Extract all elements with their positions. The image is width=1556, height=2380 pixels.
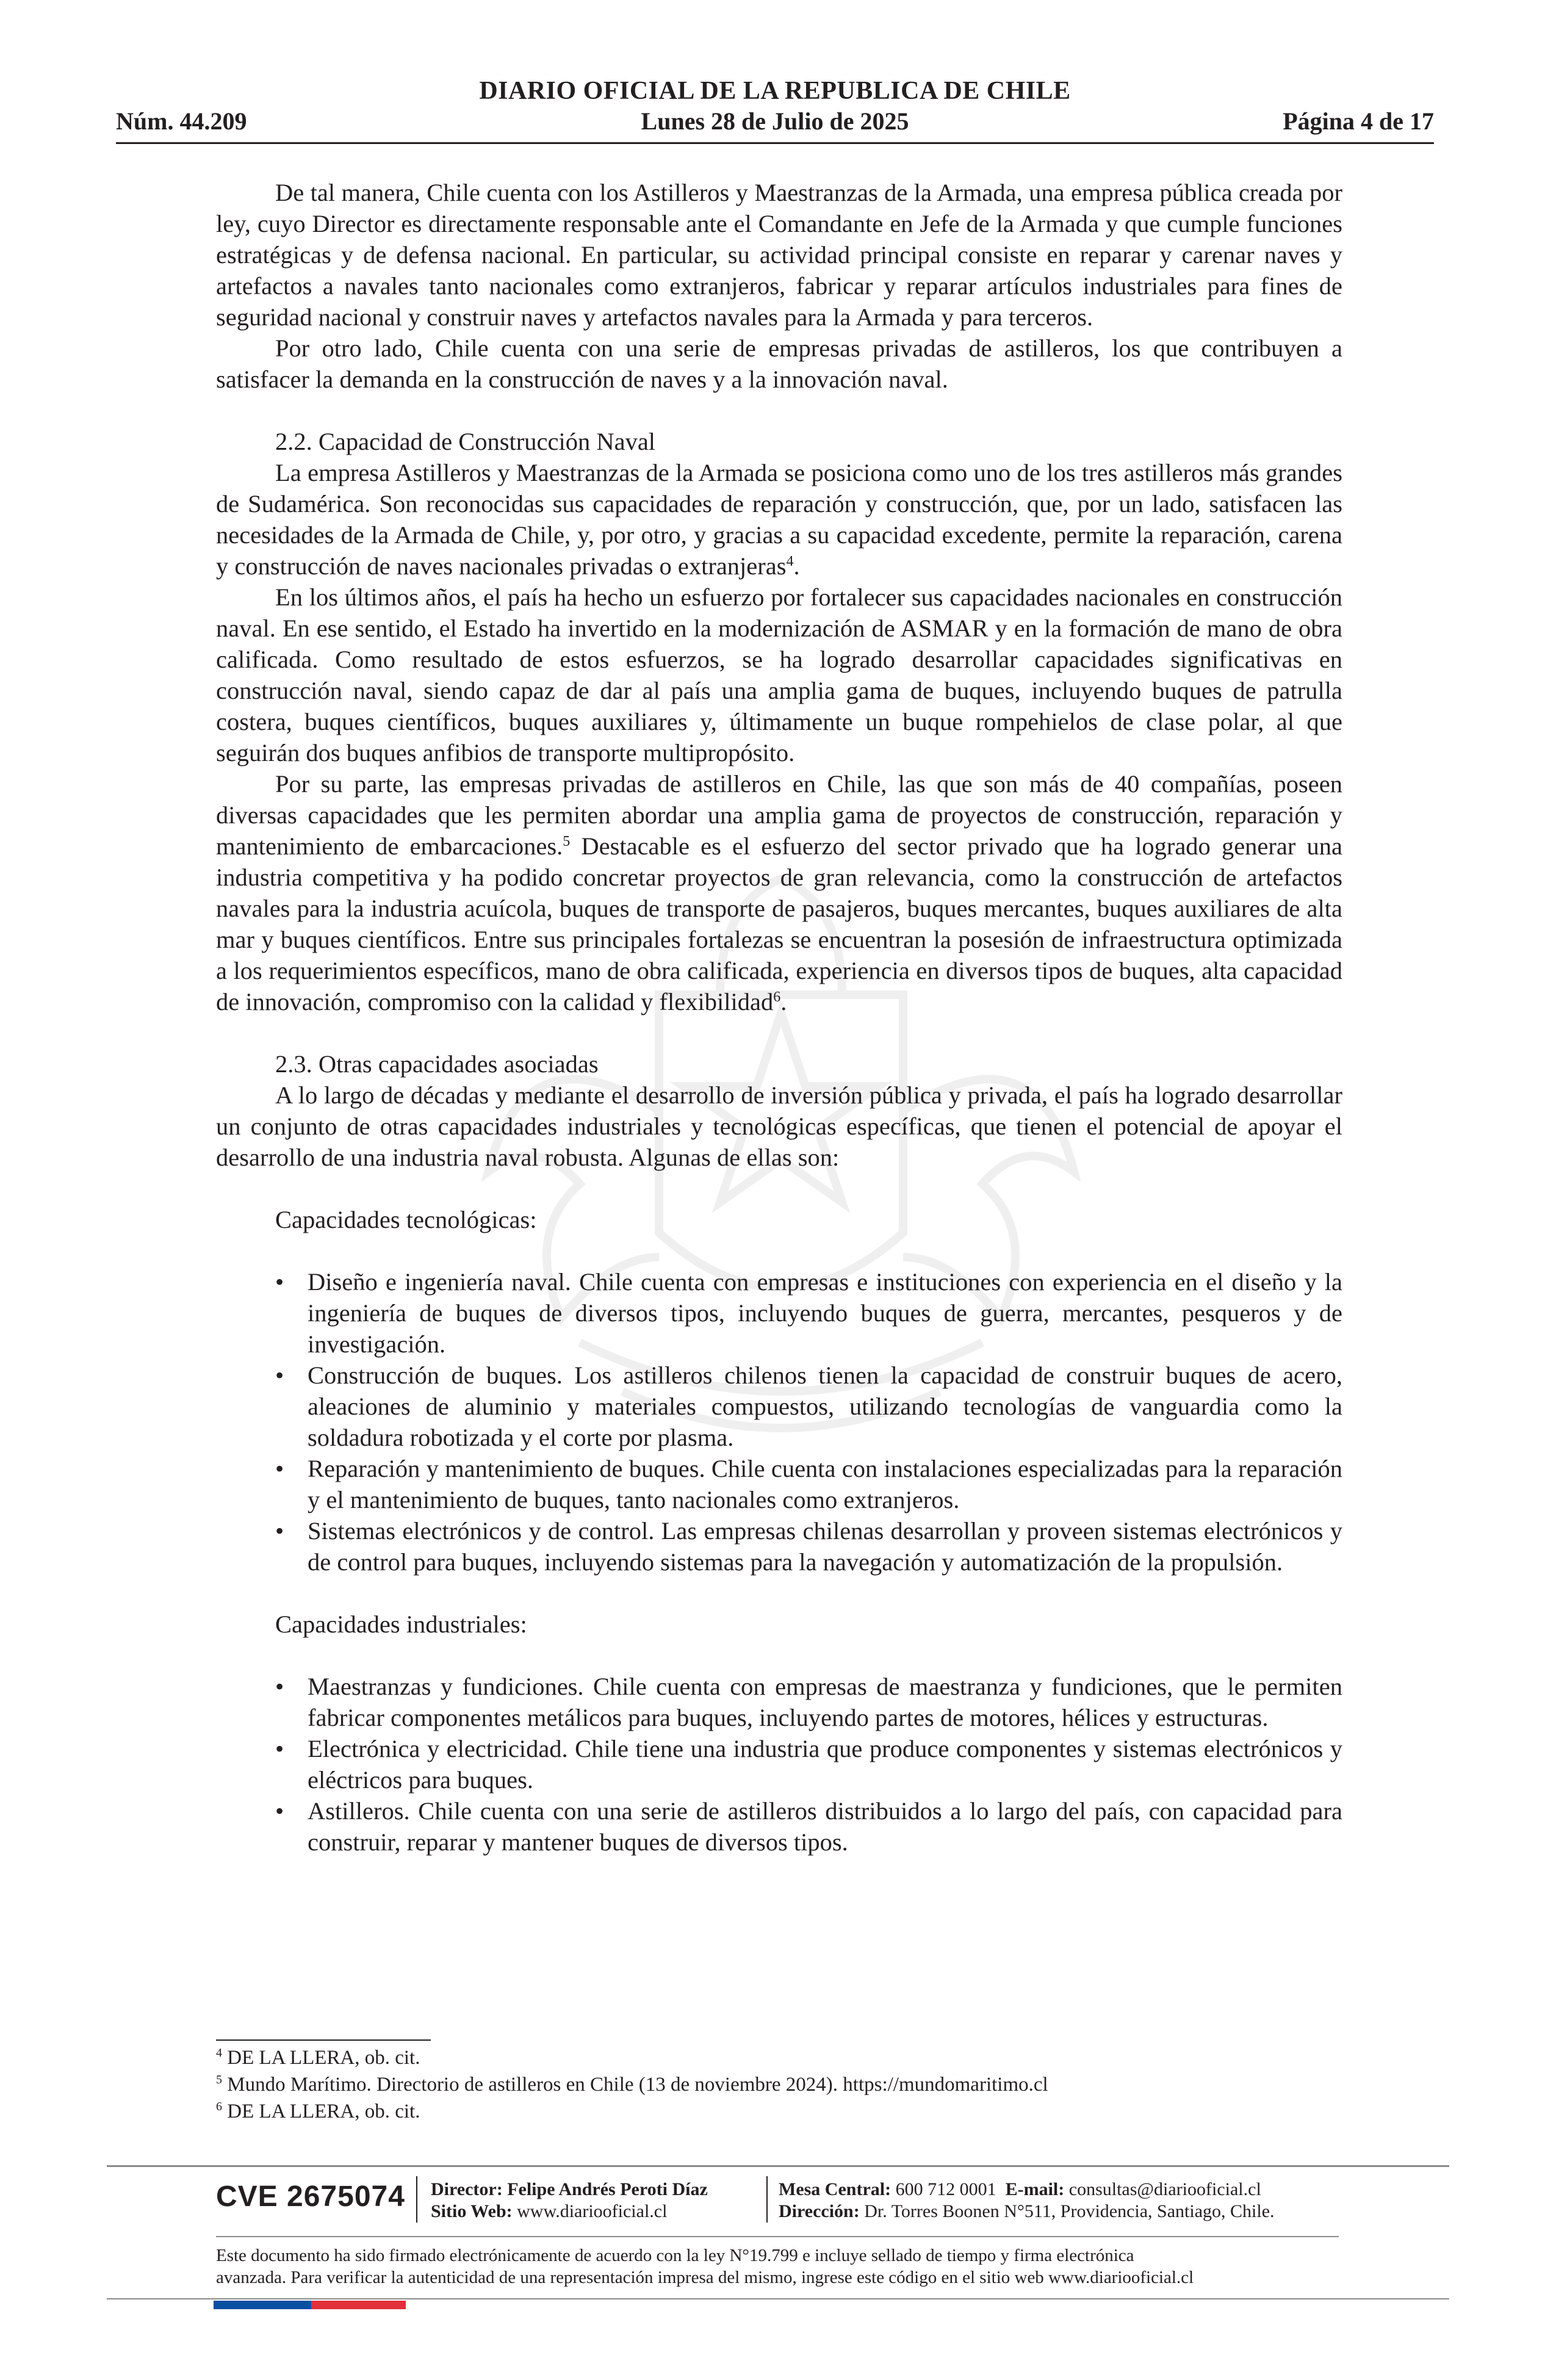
newspaper-title: DIARIO OFICIAL DE LA REPUBLICA DE CHILE bbox=[479, 77, 1071, 105]
footer-separator bbox=[416, 2176, 417, 2223]
bullet-icon: • bbox=[275, 1517, 284, 1545]
section-heading: 2.3. Otras capacidades asociadas bbox=[275, 1050, 599, 1078]
footer-director-block: Director: Felipe Andrés Peroti Díaz Sitio Web: www.diariooficial.cl bbox=[431, 2179, 708, 2221]
footnote: $^5$ Mundo Marítimo. Directorio de astilleros en Chile (13 de noviembre 2024). https://mundomaritimo.cl bbox=[216, 2073, 1048, 2096]
list-item: • Sistemas electrónicos y de control. Las empresas chilenas desarrollan y proveen sistemas electrónicos y de control para buques, incluyendo sistemas para la navegación y automatización de la propulsión. bbox=[216, 1515, 1342, 1578]
flag-stripe-red bbox=[311, 2301, 406, 2309]
issue-number: Núm. 44.209 bbox=[116, 107, 247, 135]
bullet-icon: • bbox=[275, 1735, 284, 1762]
footnote-ref[interactable]: 4 bbox=[786, 554, 794, 569]
page-number: Página 4 de 17 bbox=[1283, 107, 1434, 135]
list-item: • Reparación y mantenimiento de buques. Chile cuenta con instalaciones especializadas para la reparación y el mantenimiento de buques, tanto nacionales como extranjeros. bbox=[216, 1453, 1342, 1515]
footnotes bbox=[216, 2044, 1375, 2125]
footnote: $^6$ DE LA LLERA, ob. cit. bbox=[216, 2100, 420, 2122]
page-header bbox=[116, 76, 1434, 143]
subsection-title: Capacidades industriales: bbox=[275, 1610, 527, 1638]
paragraph: De tal manera, Chile cuenta con los Astilleros y Maestranzas de la Armada, una empresa pública creada por ley, cuyo Director es directamente responsable ante el Comandante en Jefe de la Armada y que cumple funciones estratégicas y de defensa nacional. En particular, su actividad principal consiste en reparar y carenar naves y artefactos a navales tanto nacionales como extranjeros, fabricar y reparar artículos industriales para fines de seguridad nacional y construir naves y artefactos navales para la Armada y para terceros. bbox=[216, 179, 1342, 331]
header-divider bbox=[116, 142, 1434, 144]
phone-number: 600 712 0001 bbox=[895, 2179, 996, 2199]
paragraph: La empresa Astilleros y Maestranzas de la Armada se posiciona como uno de los tres astilleros más grandes de Sudamérica. Son reconocidas sus capacidades de reparación y construcción, que, por un lado, satisfacen las necesidades de la Armada de Chile, y, por otro, y gracias a su capacidad excedente, permite la reparación, carena y construcción de naves nacionales privadas o extranjeras$^4$. bbox=[216, 459, 1342, 580]
bullet-icon: • bbox=[275, 1361, 284, 1389]
list-item: • Astilleros. Chile cuenta con una serie de astilleros distribuidos a lo largo del país, con capacidad para construir, reparar y mantener buques de diversos tipos. bbox=[216, 1795, 1342, 1858]
list-item: • Diseño e ingeniería naval. Chile cuenta con empresas e instituciones con experiencia en el diseño y la ingeniería de buques de diversos tipos, incluyendo buques de guerra, mercantes, pesqueros y de investigación. bbox=[216, 1266, 1342, 1360]
footer-divider bbox=[216, 2236, 1339, 2237]
subsection-title: Capacidades tecnológicas: bbox=[275, 1206, 537, 1233]
list-item: • Construcción de buques. Los astilleros chilenos tienen la capacidad de construir buques de acero, aleaciones de aluminio y materiales compuestos, utilizando tecnologías de vanguardia como la soldadura robotizada y el corte por plasma. bbox=[216, 1360, 1342, 1453]
bullet-icon: • bbox=[275, 1268, 284, 1296]
bullet-icon: • bbox=[275, 1673, 284, 1700]
bullet-list bbox=[216, 1671, 1342, 1858]
footnote-ref[interactable]: 6 bbox=[773, 989, 781, 1005]
email-link[interactable]: consultas@diariooficial.cl bbox=[1068, 2179, 1261, 2199]
cve-code: CVE 2675074 bbox=[216, 2180, 405, 2213]
document-body bbox=[216, 177, 1342, 1858]
footnote: $^4$ DE LA LLERA, ob. cit. bbox=[216, 2046, 420, 2069]
footer-divider bbox=[107, 2298, 1449, 2299]
footnote-ref[interactable]: 5 bbox=[563, 834, 571, 849]
paragraph: A lo largo de décadas y mediante el desarrollo de inversión pública y privada, el país ha logrado desarrollar un conjunto de otras capacidades industriales y tecnológicas específicas, que tienen el potencial de apoyar el desarrollo de una industria naval robusta. Algunas de ellas son: bbox=[216, 1081, 1342, 1171]
section-heading: 2.2. Capacidad de Construcción Naval bbox=[275, 428, 656, 455]
footnote-divider bbox=[216, 2039, 431, 2041]
legal-notice: Este documento ha sido firmado electrónicamente de acuerdo con la ley N°19.799 e incluye sellado de tiempo y firma electrónica avanzada. Para verificar la autenticidad de una representación impresa del mismo, ingrese este código en el sitio web www.diariooficial.cl bbox=[216, 2246, 1194, 2287]
paragraph: En los últimos años, el país ha hecho un esfuerzo por fortalecer sus capacidades nacionales en construcción naval. En ese sentido, el Estado ha invertido en la modernización de ASMAR y en la formación de mano de obra calificada. Como resultado de estos esfuerzos, se ha logrado desarrollar capacidades significativas en construcción naval, siendo capaz de dar al país una amplia gama de buques, incluyendo buques de patrulla costera, buques científicos, buques auxiliares y, últimamente un buque rompehielos de clase polar, al que seguirán dos buques anfibios de transporte multipropósito. bbox=[216, 583, 1342, 766]
issue-date: Lunes 28 de Julio de 2025 bbox=[641, 107, 909, 135]
bullet-icon: • bbox=[275, 1797, 284, 1825]
paragraph: Por su parte, las empresas privadas de astilleros en Chile, las que son más de 40 compañías, poseen diversas capacidades que les permiten abordar una amplia gama de proyectos de construcción, reparación y mantenimiento de embarcaciones.$^5$ Destacable es el esfuerzo del sector privado que ha logrado generar una industria competitiva y ha podido concretar proyectos de gran relevancia, como la construcción de artefactos navales para la industria acuícola, buques de transporte de pasajeros, buques mercantes, buques auxiliares de alta mar y buques científicos. Entre sus principales fortalezas se encuentran la posesión de infraestructura optimizada a los requerimientos específicos, mano de obra calificada, experiencia en diversos tipos de buques, alta capacidad de innovación, compromiso con la calidad y flexibilidad$^6$. bbox=[216, 770, 1342, 1015]
footer-separator bbox=[766, 2176, 768, 2223]
list-item: • Electrónica y electricidad. Chile tiene una industria que produce componentes y sistemas electrónicos y eléctricos para buques. bbox=[216, 1733, 1342, 1795]
address: Dr. Torres Boonen N°511, Providencia, Santiago, Chile. bbox=[864, 2201, 1275, 2221]
bullet-list bbox=[216, 1266, 1342, 1578]
paragraph: Por otro lado, Chile cuenta con una serie de empresas privadas de astilleros, los que contribuyen a satisfacer la demanda en la construcción de naves y a la innovación naval. bbox=[216, 334, 1342, 393]
footer-contact-block: Mesa Central: 600 712 0001 E-mail: consultas@diariooficial.cl Dirección: Dr. Torres Boonen N°511, Providencia, Santiago, Chile. bbox=[779, 2179, 1275, 2221]
flag-stripe-blue bbox=[214, 2301, 311, 2309]
list-item: • Maestranzas y fundiciones. Chile cuenta con empresas de maestranza y fundiciones, que le permiten fabricar componentes metálicos para buques, incluyendo partes de motores, hélices y estructuras. bbox=[216, 1671, 1342, 1733]
director-name: Felipe Andrés Peroti Díaz bbox=[507, 2179, 708, 2199]
bullet-icon: • bbox=[275, 1455, 284, 1482]
footer-divider bbox=[107, 2165, 1449, 2167]
website-link[interactable]: www.diariooficial.cl bbox=[517, 2201, 668, 2221]
